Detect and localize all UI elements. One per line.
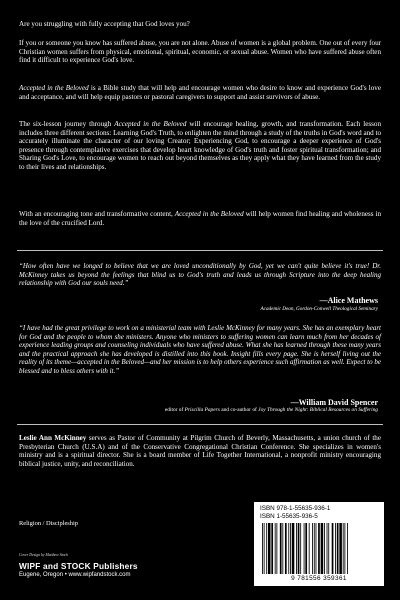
barcode-bar (347, 523, 348, 574)
publisher-name: WIPF and STOCK Publishers (19, 561, 138, 571)
book-description (19, 84, 381, 101)
abuse-paragraph: If you or someone you know has suffered abuse, you are not alone. Abuse of women is a global problem. One out of every four Christian women suffers from physical, emotional, spiritual, economic, or sexual abuse. Women who have suffered abuse often find it difficult to experience God's love. (19, 39, 381, 65)
barcode-bar (264, 523, 265, 574)
cover-design-credit: Cover Design by Matthew Stock (19, 553, 68, 557)
journey-book-title: Accepted in the Beloved (114, 120, 187, 128)
barcode-bar (324, 523, 325, 574)
barcode-bar (298, 523, 300, 574)
barcode-bar (268, 523, 271, 574)
isbn-10: ISBN 1-55635-936-5 (260, 513, 318, 520)
barcode-bar (290, 523, 291, 574)
endorsement-quote-1: “How often have we longed to believe that we are loved unconditionally by God, yet we can't quite believe it's true! Dr. McKinney takes us beyond the feelings that blind us to God's truth and leads us through Scripture into the deep healing relationship with God our souls need.” (19, 262, 381, 288)
encouraging-lead: With an encouraging tone and transformative content, (19, 210, 175, 218)
endorser-role-1: Academic Dean, Gordon-Conwell Theological Seminary (260, 306, 378, 312)
author-bio-text: serves as Pastor of Community at Pilgrim Church of Beverly, Massachusetts, a union church of the Presbyterian Church (U.S.A) and of the Conservative Congregational Christian Conference. She specializes in women's ministry and is a spiritual director. She is a board member of Life Together International, a nonprofit ministry encouraging biblical justice, unity, and reconciliation. (19, 434, 381, 468)
journey-text: will encourage healing, growth, and transformation. Each lesson includes three different sections: Learning God's Truth, to enlighten the mind through a study of the truths in God's word and to accurately illuminate the character of our loving Creator; Experiencing God, to encourage a deeper experience of God's presence through contemplative exercises that develop heart knowledge of God's truth and foster spiritual transformation; and Sharing God's Love, to encourage women to reach out beyond themselves as they apply what they have learned from the study to their lives and relationships. (19, 120, 381, 171)
barcode-bar (309, 523, 310, 574)
book-category: Religion / Discipleship (19, 520, 78, 527)
barcode-bar (271, 523, 273, 574)
barcode-bar (332, 523, 334, 574)
barcode-bar (282, 523, 283, 574)
barcode-bar (314, 523, 315, 574)
barcode-bar (275, 523, 276, 574)
barcode-bars (262, 523, 376, 574)
book-title-italic: Accepted in the Beloved (19, 84, 89, 92)
author-bio (19, 434, 381, 468)
barcode-box (254, 502, 384, 586)
barcode-bar (344, 523, 345, 574)
barcode-bar (304, 523, 305, 574)
journey-paragraph (19, 120, 381, 172)
barcode-bar (285, 523, 287, 574)
top-divider (17, 250, 383, 251)
role-prefix: editor of (164, 407, 185, 413)
barcode-bar (316, 523, 317, 574)
barcode-bar (327, 523, 328, 574)
barcode-bar (266, 523, 267, 574)
barcode-bar (280, 523, 282, 574)
barcode-bar (300, 523, 301, 574)
intro-question: Are you struggling with fully accepting that God loves you? (19, 20, 190, 28)
bottom-divider (17, 424, 383, 425)
author-name: Leslie Ann McKinney (19, 434, 87, 442)
role-publication-2: Joy Through the Night: Biblical Resources on Suffering (258, 407, 378, 413)
barcode-bar (343, 523, 344, 574)
barcode-bar (262, 523, 263, 574)
endorser-name-2: —William David Spencer (290, 398, 378, 407)
publisher-location: Eugene, Oregon • www.wipfandstock.com (19, 572, 131, 578)
barcode-bar (318, 523, 320, 574)
barcode-bar (335, 523, 336, 574)
barcode-bar (296, 523, 297, 574)
endorsement-quote-2: “I have had the great privilege to work on a ministerial team with Leslie McKinney for many years. She has an exemplary heart for God and the people to whom she ministers. Anyone who ministers to suffering women can learn much from her decades of experience leading groups and counseling individuals who have suffered abuse. What she has learned through these many years and the practical approach she has developed is distilled into this book. Insight fills every page. She is herself living out the reality of its theme—accepted in the Beloved—and her mission is to help others experience such affirmation as well. Expect to be blessed and to bless others with it.” (19, 324, 381, 375)
barcode-bar (288, 523, 289, 574)
book-description-text: is a Bible study that will help and encourage women who desire to know and experience God's love and acceptance, and will help equip pastors or pastoral caregivers to support and assist survivors of abuse. (19, 84, 381, 101)
endorser-name-1: —Alice Mathews (319, 296, 378, 305)
barcode-bar (328, 523, 329, 574)
barcode-number: 9 781556 359361 (291, 575, 347, 582)
journey-lead: The six-lesson journey through (19, 120, 115, 128)
endorser-role-2 (165, 407, 378, 413)
encouraging-text: will help women find healing and wholeness in the love of the crucified Lord. (19, 210, 381, 227)
role-publication-1: Priscilla Papers (184, 407, 220, 413)
barcode-bar (337, 523, 339, 574)
barcode-bar (276, 523, 277, 574)
barcode-bar (339, 523, 342, 574)
encouraging-book-title: Accepted in the Beloved (174, 210, 244, 218)
role-mid: and co-author of (219, 407, 259, 413)
encouraging-paragraph (19, 210, 381, 227)
barcode-bar (292, 523, 295, 574)
barcode-bar (321, 523, 324, 574)
isbn-13: ISBN 978-1-55635-936-1 (260, 505, 331, 512)
barcode-bar (312, 523, 313, 574)
barcode-bar (305, 523, 307, 574)
